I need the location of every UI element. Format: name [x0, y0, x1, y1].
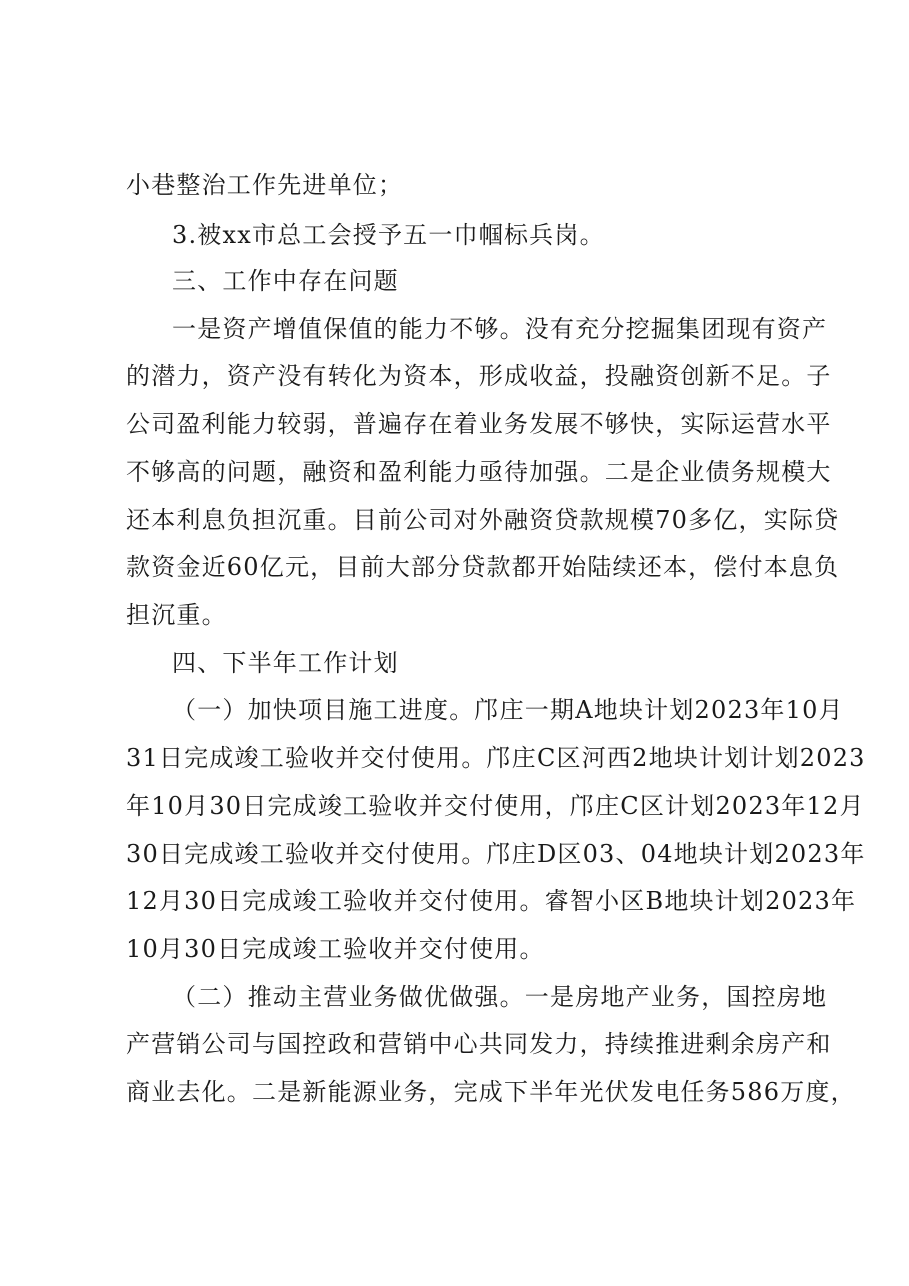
- paragraph-line: 31日完成竣工验收并交付使用。邝庄C区河西2地块计划计划2023: [126, 744, 866, 772]
- paragraph-line: （一）加快项目施工进度。邝庄一期A地块计划2023年10月: [172, 696, 844, 724]
- list-item-text: 3.被xx市总工会授予五一巾帼标兵岗。: [172, 221, 605, 249]
- paragraph-line: （二）推动主营业务做优做强。一是房地产业务，国控房地: [172, 983, 828, 1011]
- paragraph-line: 的潜力，资产没有转化为资本，形成收益，投融资创新不足。子: [126, 362, 832, 390]
- paragraph-line: 公司盈利能力较弱，普遍存在着业务发展不够快，实际运营水平: [126, 410, 832, 438]
- paragraph-line: 30日完成竣工验收并交付使用。邝庄D区03、04地块计划2023年: [126, 840, 866, 868]
- paragraph-line: 一是资产增值保值的能力不够。没有充分挖掘集团现有资产: [172, 315, 828, 343]
- paragraph-line: 不够高的问题，融资和盈利能力亟待加强。二是企业债务规模大: [126, 458, 832, 486]
- paragraph-line: 10月30日完成竣工验收并交付使用。: [126, 935, 545, 963]
- paragraph-line: 产营销公司与国控政和营销中心共同发力，持续推进剩余房产和: [126, 1030, 832, 1058]
- paragraph-line: 商业去化。二是新能源业务，完成下半年光伏发电任务586万度，: [126, 1078, 856, 1106]
- paragraph-line: 款资金近60亿元，目前大部分贷款都开始陆续还本，偿付本息负: [126, 553, 840, 581]
- section-heading: 三、工作中存在问题: [172, 267, 399, 295]
- text-line: 小巷整治工作先进单位；: [126, 171, 404, 199]
- paragraph-line: 年10月30日完成竣工验收并交付使用，邝庄C区计划2023年12月: [126, 792, 865, 820]
- section-heading: 四、下半年工作计划: [172, 649, 399, 677]
- paragraph-line: 12月30日完成竣工验收并交付使用。睿智小区B地块计划2023年: [126, 887, 857, 915]
- paragraph-line: 还本利息负担沉重。目前公司对外融资贷款规模70多亿，实际贷: [126, 506, 840, 534]
- paragraph-line: 担沉重。: [126, 601, 227, 629]
